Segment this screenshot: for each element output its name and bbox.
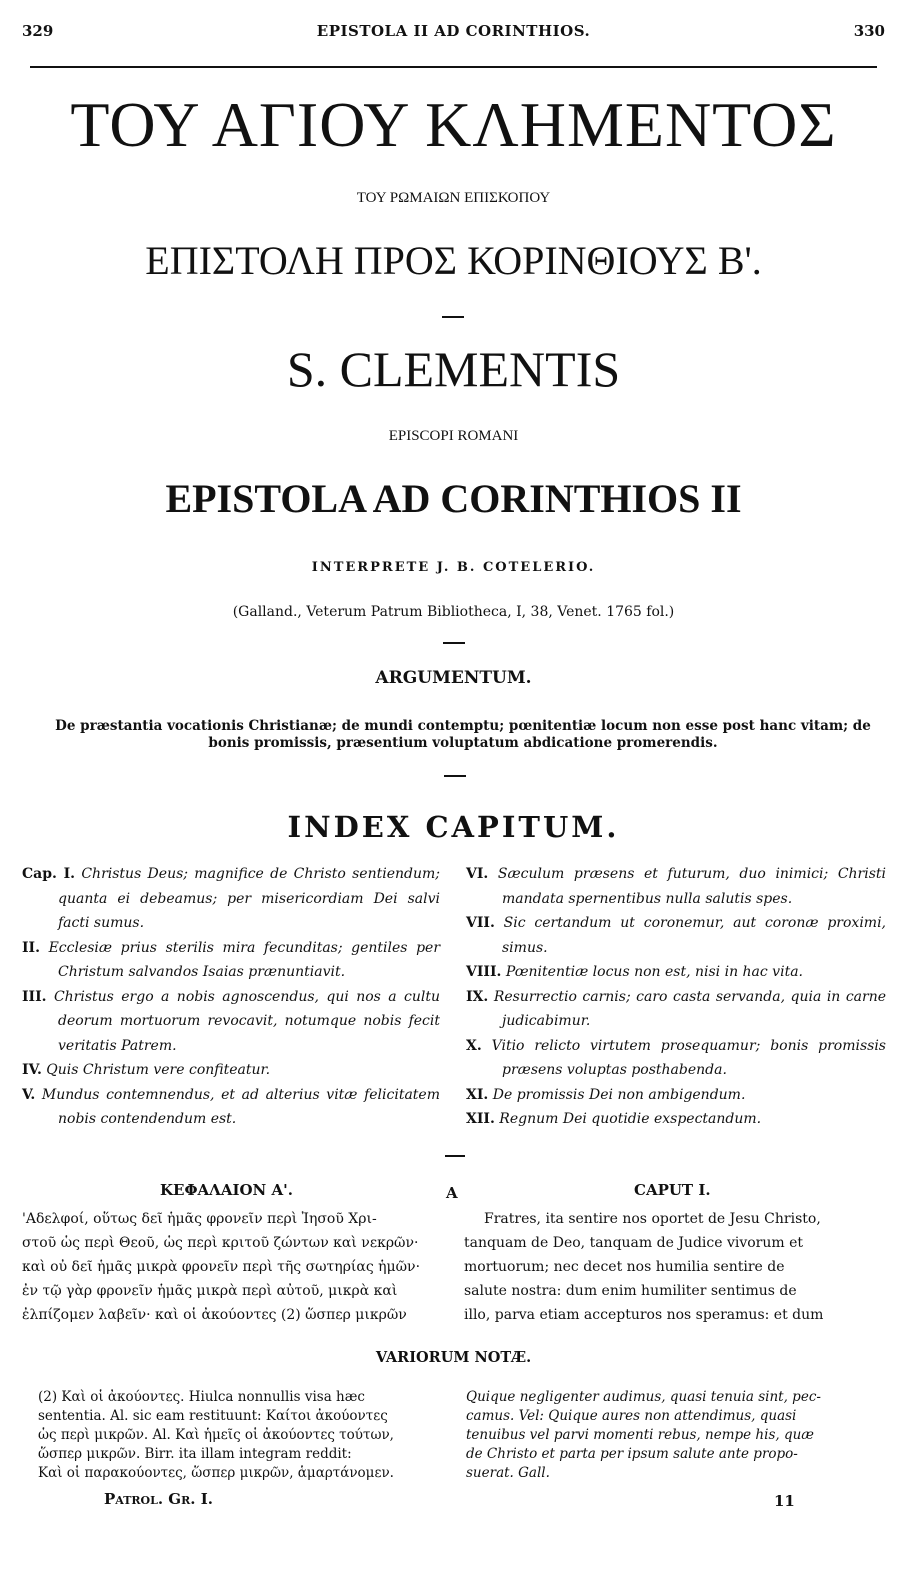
notes-heading: VARIORUM NOTÆ. — [375, 1349, 532, 1366]
index-right-column — [466, 862, 886, 1132]
page-number-left: 329 — [22, 22, 54, 40]
note-line: Quique negligenter audimus, quasi tenuia sint, pec- — [466, 1389, 821, 1405]
index-title: INDEX CAPITUM. — [287, 810, 620, 844]
notes-right — [466, 1388, 886, 1483]
index-entry: IV. Quis Christum vere confiteatur. — [22, 1062, 271, 1078]
divider — [444, 775, 466, 777]
latin-main-title: S. CLEMENTIS — [286, 341, 621, 397]
greek-text — [22, 1207, 442, 1327]
text-line: καὶ οὐ δεῖ ἡμᾶς μικρὰ φρονεῖν περὶ τῆς σωτηρίας ἡμῶν· — [22, 1259, 421, 1275]
text-line: ἐλπίζομεν λαβεῖν· καὶ οἱ ἀκούοντες (2) ὥσπερ μικρῶν — [22, 1307, 407, 1323]
argumentum-text: De præstantia vocationis Christianæ; de mundi contemptu; pœnitentiæ locum non esse post hanc vitam; de bonis promissis, præsentium voluptatum abdicatione promerendis. — [55, 718, 871, 751]
greek-subtitle: ΤΟΥ ΡΩΜΑΙΩΝ ΕΠΙΣΚΟΠΟΥ — [356, 190, 551, 206]
divider — [443, 642, 465, 644]
footer-sheet-number: 11 — [774, 1492, 795, 1510]
running-title: EPISTOLA II AD CORINTHIOS. — [316, 22, 591, 40]
text-line: στοῦ ὡς περὶ Θεοῦ, ὡς περὶ κριτοῦ ζώντων καὶ νεκρῶν· — [22, 1235, 419, 1251]
latin-text — [464, 1207, 888, 1327]
note-line: tenuibus vel parvi momenti rebus, nempe his, quæ — [466, 1427, 814, 1443]
footer-signature: Patrol. Gr. I. — [104, 1490, 213, 1508]
interprete-line: INTERPRETE J. B. COTELERIO. — [311, 560, 596, 575]
page-number-right: 330 — [853, 22, 885, 40]
note-line: sententia. Al. sic eam restituunt: Καίτοι ἀκούοντες — [38, 1408, 388, 1424]
index-entry: III. Christus ergo a nobis agnoscendus, qui nos a cultu deorum mortuorum revocavit, notumque nobis fecit veritatis Patrem. — [22, 988, 441, 1054]
latin-epistle-title: EPISTOLA AD CORINTHIOS II — [165, 476, 742, 521]
note-line: camus. Vel: Quique aures non attendimus, quasi — [466, 1408, 797, 1424]
index-entry: V. Mundus contemnendus, et ad alterius vitæ felicitatem nobis contendendum est. — [22, 1086, 440, 1127]
text-line: Fratres, ita sentire nos oportet de Jesu Christo, — [484, 1211, 821, 1227]
source-citation: (Galland., Veterum Patrum Bibliotheca, I, 38, Venet. 1765 fol.) — [232, 604, 675, 620]
note-line: (2) Καὶ οἱ ἀκούοντες. Hiulca nonnullis visa hæc — [38, 1389, 365, 1405]
note-line: ὡς περὶ μικρῶν. Al. Καὶ ἡμεῖς οἱ ἀκούοντες τούτων, — [38, 1427, 394, 1443]
argumentum-heading: ARGUMENTUM. — [375, 668, 532, 688]
latin-subtitle: EPISCOPI ROMANI — [388, 428, 519, 444]
index-entry: XII. Regnum Dei quotidie exspectandum. — [466, 1111, 762, 1127]
header-rule — [30, 66, 877, 68]
text-line: ἐν τῷ γὰρ φρονεῖν ἡμᾶς μικρὰ περὶ αὐτοῦ, μικρὰ καὶ — [22, 1283, 398, 1299]
text-line: tanquam de Deo, tanquam de Judice vivorum et — [464, 1235, 804, 1251]
note-line: de Christo et parta per ipsum salute ante propo- — [466, 1446, 798, 1462]
notes-left — [38, 1388, 448, 1483]
greek-main-title: ΤΟΥ ΑΓΙΟΥ ΚΛΗΜΕΝΤΟΣ — [70, 89, 837, 160]
latin-chapter-heading: CAPUT I. — [634, 1181, 711, 1199]
index-entry: IX. Resurrectio carnis; caro casta servanda, quia in carne judicabimur. — [466, 988, 887, 1029]
index-entry: XI. De promissis Dei non ambigendum. — [466, 1086, 746, 1103]
text-line: salute nostra: dum enim humiliter sentimus de — [464, 1283, 797, 1299]
margin-letter: A — [446, 1184, 458, 1202]
index-entry: VIII. Pœnitentiæ locus non est, nisi in hac vita. — [466, 964, 803, 980]
text-line: illo, parva etiam accepturos nos speramus: et dum — [464, 1307, 824, 1323]
index-entry: VI. Sæculum præsens et futurum, duo inimici; Christi mandata spernentibus nulla salutis spes. — [466, 866, 887, 907]
text-line: 'Αδελφοί, οὕτως δεῖ ἡμᾶς φρονεῖν περὶ Ἰησοῦ Χρι- — [22, 1211, 377, 1227]
divider — [442, 316, 464, 318]
note-line: suerat. Gall. — [466, 1465, 550, 1481]
index-entry: X. Vitio relicto virtutem prosequamur; bonis promissis præsens voluptas posthabenda. — [466, 1037, 886, 1078]
note-line: Καὶ οἱ παρακούοντες, ὥσπερ μικρῶν, ἁμαρτάνομεν. — [38, 1465, 394, 1481]
divider — [445, 1155, 465, 1157]
greek-epistle-title: ΕΠΙΣΤΟΛΗ ΠΡΟΣ ΚΟΡΙΝΘΙΟΥΣ Β'. — [145, 238, 762, 283]
greek-chapter-heading: ΚΕΦΑΛΑΙΟΝ Α'. — [160, 1181, 293, 1199]
index-left-column — [22, 862, 440, 1132]
note-line: ὥσπερ μικρῶν. Birr. ita illam integram reddit: — [38, 1446, 352, 1462]
index-entry: Cap. I. Christus Deus; magnifice de Christo sentiendum; quanta ei debeamus; per misericordiam Dei salvi facti sumus. — [22, 866, 440, 931]
index-entry: VII. Sic certandum ut coronemur, aut coronæ proximi, simus. — [466, 915, 886, 956]
text-line: mortuorum; nec decet nos humilia sentire de — [464, 1259, 785, 1275]
index-entry: II. Ecclesiæ prius sterilis mira fecunditas; gentiles per Christum salvandos Isaias prænuntiavit. — [22, 939, 441, 980]
